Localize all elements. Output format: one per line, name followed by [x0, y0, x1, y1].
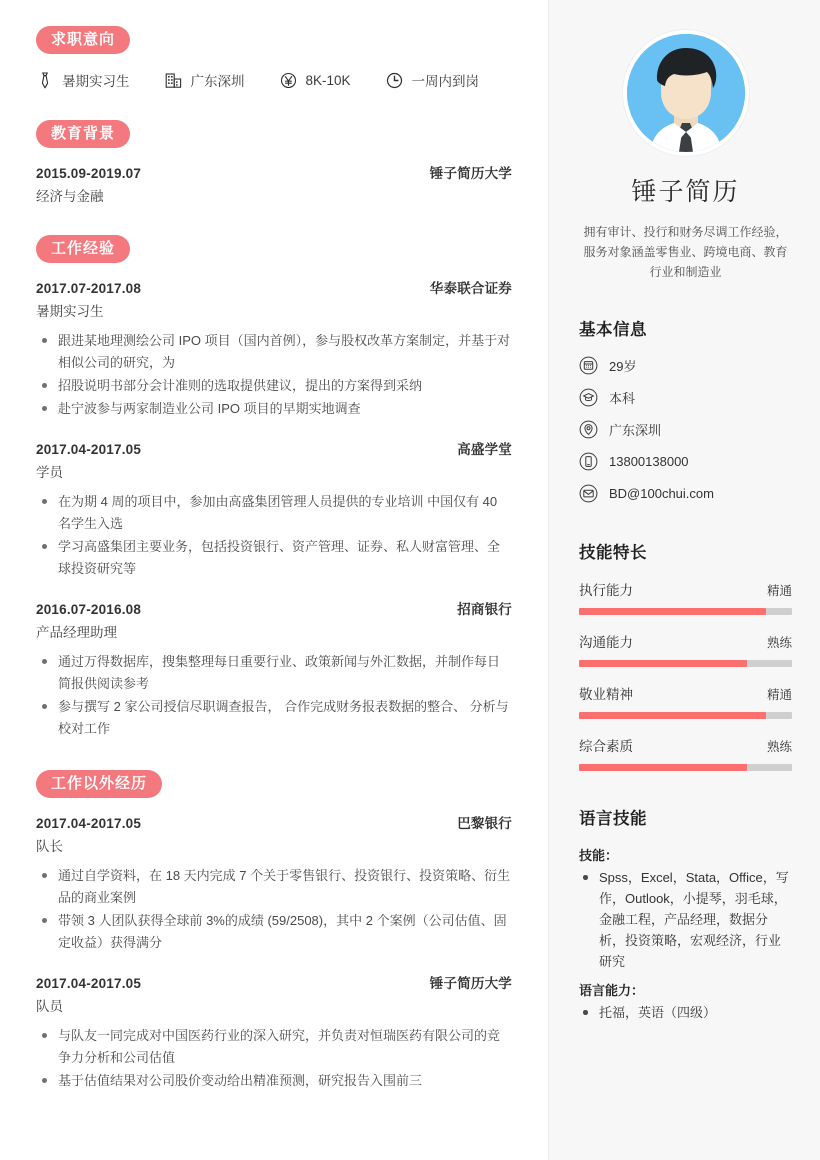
entry-bullet-list: [36, 651, 512, 740]
section-badge-job-intention: 求职意向: [36, 26, 130, 54]
info-text-email: BD@100chui.com: [609, 486, 714, 501]
section-extra-experience: [36, 770, 512, 1092]
info-item-email: [579, 484, 792, 503]
section-badge-extra-experience: 工作以外经历: [36, 770, 162, 798]
list-item: 托福，英语（四级）: [579, 1002, 792, 1023]
list-item: 带领 3 人团队获得全球前 3%的成绩 (59/2508)，其中 2 个案例（公司估值、固定收益）获得满分: [36, 910, 512, 954]
language-skill-list: [579, 867, 792, 972]
skill-progress-fill: [579, 764, 747, 771]
entry-date: 2017.04-2017.05: [36, 976, 142, 991]
person-name: 锤子简历: [631, 178, 740, 206]
skill-row: [579, 735, 792, 755]
work-entry-0: [36, 277, 512, 420]
skill-item-2: [579, 683, 792, 719]
list-item: 跟进某地理测绘公司 IPO 项目（国内首例），参与股权改革方案制定，并基于对相似公司的研究，为: [36, 330, 512, 374]
entry-date: 2015.09-2019.07: [36, 166, 142, 181]
sidebar-heading-language: 语言技能: [579, 810, 647, 828]
person-summary: 拥有审计、投行和财务尽调工作经验，服务对象涵盖零售业、跨境电商、教育行业和制造业: [583, 225, 788, 279]
skill-item-3: [579, 735, 792, 771]
info-item-degree: [579, 388, 792, 407]
entry-organization: 锤子简历大学: [429, 166, 512, 181]
list-item: 在为期 4 周的项目中，参加由高盛集团管理人员提供的专业培训 中国仅有 40 名学生入选: [36, 491, 512, 535]
work-experience-header: [36, 235, 512, 263]
skill-progress-track: [579, 660, 792, 667]
skill-level: 熟练: [766, 740, 792, 754]
list-item: 赴宁波参与两家制造业公司 IPO 项目的早期实地调查: [36, 398, 512, 420]
entry-role: 产品经理助理: [36, 625, 117, 640]
entry-organization: 华泰联合证券: [429, 281, 512, 296]
info-text-location: 广东深圳: [609, 423, 662, 438]
entry-bullet-list: [36, 330, 512, 420]
skill-row: [579, 631, 792, 651]
entry-header: [36, 277, 512, 297]
sidebar-heading-basic-info: 基本信息: [579, 321, 647, 339]
work-entry-1: [36, 438, 512, 580]
entry-role: 队员: [36, 999, 63, 1014]
skill-name: 敬业精神: [579, 687, 633, 702]
list-item: 招股说明书部分会计准则的选取提供建议，提出的方案得到采纳: [36, 375, 512, 397]
skill-progress-track: [579, 764, 792, 771]
language-ability-list: [579, 1002, 792, 1023]
entry-organization: 锤子简历大学: [429, 976, 512, 991]
education-entry: [36, 162, 512, 205]
language-ability-label: 语言能力：: [579, 983, 645, 998]
skill-progress-track: [579, 608, 792, 615]
info-item-location: [579, 420, 792, 439]
list-item: 与队友一同完成对中国医药行业的深入研究，并负责对恒瑞医药有限公司的竞争力分析和公司估值: [36, 1025, 512, 1069]
section-job-intention: [36, 26, 512, 90]
entry-header: [36, 438, 512, 458]
meta-item-location: [165, 70, 245, 90]
info-text-age: 29岁: [609, 359, 637, 374]
section-education: [36, 120, 512, 205]
clock-icon: [386, 71, 404, 89]
meta-item-salary: [280, 71, 351, 89]
info-item-age: [579, 356, 792, 375]
avatar: [623, 30, 749, 156]
work-entry-2: [36, 598, 512, 740]
skill-row: [579, 579, 792, 599]
entry-date: 2016.07-2016.08: [36, 602, 142, 617]
phone-icon: [579, 452, 598, 471]
meta-text-position: 暑期实习生: [62, 74, 130, 89]
yen-icon: [280, 71, 298, 89]
meta-item-availability: [386, 70, 480, 90]
entry-bullet-list: [36, 1025, 512, 1092]
section-work-experience: [36, 235, 512, 740]
entry-header: [36, 598, 512, 618]
skill-progress-fill: [579, 660, 747, 667]
skill-row: [579, 683, 792, 703]
building-icon: [165, 71, 183, 89]
skill-item-1: [579, 631, 792, 667]
education-header: [36, 120, 512, 148]
tie-icon: [36, 71, 54, 89]
language-skill-label: 技能：: [579, 848, 619, 863]
entry-organization: 招商银行: [457, 602, 512, 617]
sidebar-heading-skills: 技能特长: [579, 544, 647, 562]
calendar-icon: [579, 356, 598, 375]
entry-date: 2017.04-2017.05: [36, 442, 142, 457]
sidebar-section-skills: [579, 539, 792, 771]
job-intention-meta-row: [36, 70, 512, 90]
entry-role: 暑期实习生: [36, 304, 104, 319]
list-item: 通过万得数据库，搜集整理每日重要行业、政策新闻与外汇数据，并制作每日简报供阅读参考: [36, 651, 512, 695]
sidebar-section-basic-info: [579, 316, 792, 503]
skill-item-0: [579, 579, 792, 615]
meta-text-availability: 一周内到岗: [411, 74, 480, 89]
extra-experience-header: [36, 770, 512, 798]
list-item: 学习高盛集团主要业务，包括投资银行、资产管理、证券、私人财富管理、全球投资研究等: [36, 536, 512, 580]
list-item: Spss，Excel，Stata，Office，写作，Outlook，小提琴，羽毛球，金融工程，产品经理，数据分析，投资策略，宏观经济，行业研究: [579, 867, 792, 972]
entry-role: 队长: [36, 839, 63, 854]
entry-date: 2017.04-2017.05: [36, 816, 142, 831]
info-item-phone: [579, 452, 792, 471]
sidebar-section-language: [579, 805, 792, 1061]
entry-organization: 高盛学堂: [457, 442, 512, 457]
entry-header: [36, 972, 512, 992]
extra-entry-1: [36, 972, 512, 1092]
job-intention-header: [36, 26, 512, 54]
entry-role: 经济与金融: [36, 189, 104, 204]
list-item: 参与撰写 2 家公司授信尽职调查报告， 合作完成财务报表数据的整合、 分析与校对工作: [36, 696, 512, 740]
sidebar: [549, 0, 820, 1160]
avatar-image: [627, 34, 745, 152]
location-icon: [579, 420, 598, 439]
entry-header: [36, 812, 512, 832]
mail-icon: [579, 484, 598, 503]
skill-name: 执行能力: [579, 583, 633, 598]
extra-entry-0: [36, 812, 512, 954]
avatar-illustration: [627, 34, 745, 152]
info-text-degree: 本科: [609, 391, 636, 406]
entry-bullet-list: [36, 491, 512, 580]
info-text-phone: 13800138000: [609, 454, 689, 469]
list-item: 通过自学资料，在 18 天内完成 7 个关于零售银行、投资银行、投资策略、衍生品的商业案例: [36, 865, 512, 909]
skill-name: 综合素质: [579, 739, 633, 754]
skill-progress-fill: [579, 712, 766, 719]
list-item: 基于估值结果对公司股价变动给出精准预测，研究报告入围前三: [36, 1070, 512, 1092]
entry-bullet-list: [36, 865, 512, 954]
section-badge-work-experience: 工作经验: [36, 235, 130, 263]
skill-name: 沟通能力: [579, 635, 633, 650]
entry-role: 学员: [36, 465, 63, 480]
skill-level: 精通: [766, 688, 792, 702]
meta-item-position: [36, 70, 130, 90]
meta-text-salary: 8K-10K: [305, 72, 351, 88]
skill-progress-track: [579, 712, 792, 719]
entry-organization: 巴黎银行: [457, 816, 512, 831]
skill-level: 精通: [766, 584, 792, 598]
skill-level: 熟练: [766, 636, 792, 650]
skill-progress-fill: [579, 608, 766, 615]
meta-text-location: 广东深圳: [190, 74, 245, 89]
entry-date: 2017.07-2017.08: [36, 281, 142, 296]
section-badge-education: 教育背景: [36, 120, 130, 148]
graduation-icon: [579, 388, 598, 407]
entry-header: [36, 162, 512, 182]
avatar-wrapper: [579, 30, 792, 156]
basic-info-list: [579, 356, 792, 503]
